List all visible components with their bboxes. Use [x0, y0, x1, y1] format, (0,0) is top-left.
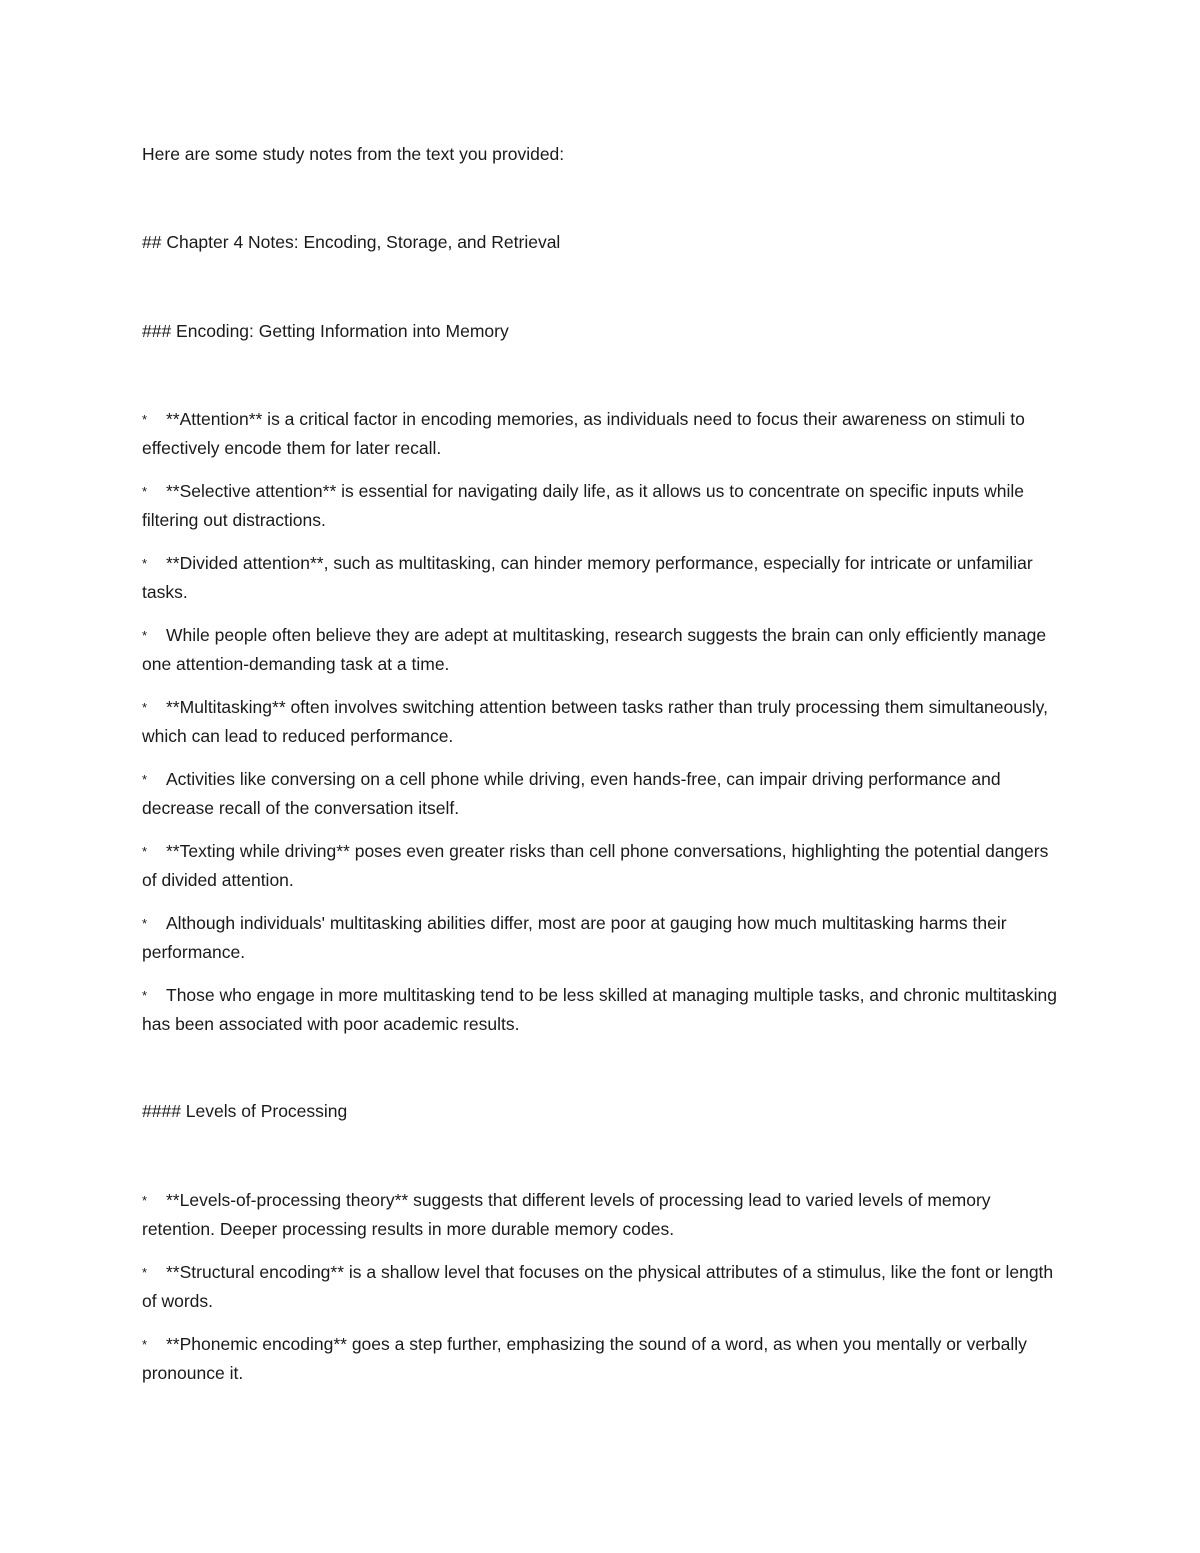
list-item: [142, 405, 1062, 463]
list-item: [142, 1258, 1062, 1316]
encoding-bullet-list: [142, 405, 1062, 1039]
list-item-text: Although individuals' multitasking abilities differ, most are poor at gauging how much multitasking harms their performance.: [142, 913, 1007, 962]
bullet-icon: *: [142, 1337, 148, 1352]
bullet-icon: *: [142, 844, 148, 859]
chapter-heading: ## Chapter 4 Notes: Encoding, Storage, and Retrieval: [142, 232, 561, 252]
list-item-text: **Levels-of-processing theory** suggests that different levels of processing lead to varied levels of memory retention. Deeper processing results in more durable memory codes.: [142, 1190, 991, 1239]
list-item: [142, 909, 1062, 967]
bullet-icon: *: [142, 988, 148, 1003]
bullet-icon: *: [142, 772, 148, 787]
bullet-icon: *: [142, 916, 148, 931]
list-item: [142, 837, 1062, 895]
list-item: [142, 621, 1062, 679]
bullet-icon: *: [142, 556, 148, 571]
list-item-text: **Attention** is a critical factor in encoding memories, as individuals need to focus their awareness on stimuli to effectively encode them for later recall.: [142, 409, 1025, 458]
levels-bullet-list: [142, 1186, 1062, 1388]
list-item-text: **Texting while driving** poses even greater risks than cell phone conversations, highlighting the potential dangers of divided attention.: [142, 841, 1049, 890]
list-item-text: Those who engage in more multitasking tend to be less skilled at managing multiple tasks, and chronic multitasking has been associated with poor academic results.: [142, 985, 1058, 1034]
list-item-text: **Multitasking** often involves switching attention between tasks rather than truly processing them simultaneously, which can lead to reduced performance.: [142, 697, 1048, 746]
list-item-text: While people often believe they are adept at multitasking, research suggests the brain can only efficiently manage one attention-demanding task at a time.: [142, 625, 1047, 674]
bullet-icon: *: [142, 700, 148, 715]
levels-heading: #### Levels of Processing: [142, 1101, 348, 1121]
list-item-text: **Structural encoding** is a shallow level that focuses on the physical attributes of a stimulus, like the font or length of words.: [142, 1262, 1054, 1311]
intro-text: Here are some study notes from the text you provided:: [142, 144, 565, 164]
document-body: [142, 140, 1062, 1402]
bullet-icon: *: [142, 1265, 148, 1280]
list-item: [142, 477, 1062, 535]
list-item: [142, 1186, 1062, 1244]
list-item-text: **Phonemic encoding** goes a step further, emphasizing the sound of a word, as when you mentally or verbally pronounce it.: [142, 1334, 1027, 1383]
encoding-heading: ### Encoding: Getting Information into Memory: [142, 321, 509, 341]
bullet-icon: *: [142, 628, 148, 643]
list-item: [142, 765, 1062, 823]
list-item-text: **Selective attention** is essential for navigating daily life, as it allows us to concentrate on specific inputs while filtering out distractions.: [142, 481, 1024, 530]
list-item: [142, 981, 1062, 1039]
list-item: [142, 1330, 1062, 1388]
list-item: [142, 693, 1062, 751]
list-item-text: Activities like conversing on a cell phone while driving, even hands-free, can impair driving performance and decrease recall of the conversation itself.: [142, 769, 1001, 818]
list-item-text: **Divided attention**, such as multitasking, can hinder memory performance, especially for intricate or unfamiliar tasks.: [142, 553, 1033, 602]
bullet-icon: *: [142, 1193, 148, 1208]
bullet-icon: *: [142, 484, 148, 499]
bullet-icon: *: [142, 412, 148, 427]
list-item: [142, 549, 1062, 607]
